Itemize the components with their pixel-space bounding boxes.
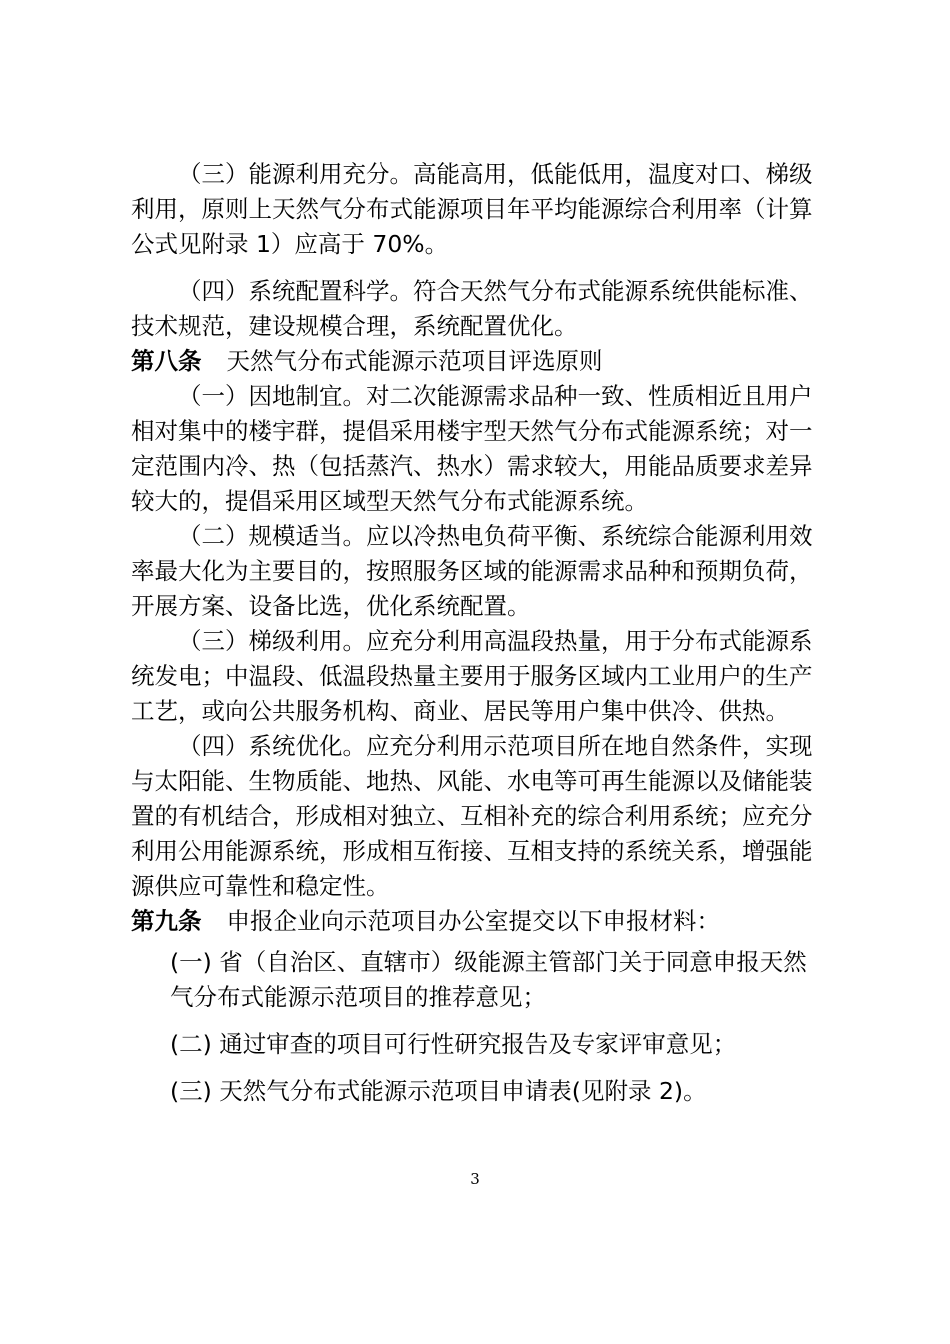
article9-heading	[131, 904, 821, 939]
article8-title: 天然气分布式能源示范项目评选原则	[226, 347, 603, 375]
article9-item3: (三) 天然气分布式能源示范项目申请表(见附录 2)。	[170, 1077, 707, 1105]
section7-item4: （四）系统配置科学。符合天然气分布式能源系统供能标准、技术规范，建设规模合理，系统配置优化。	[131, 277, 813, 340]
article9-title: 申报企业向示范项目办公室提交以下申报材料：	[226, 907, 720, 935]
section7-item3: （三）能源利用充分。高能高用，低能低用，温度对口、梯级利用，原则上天然气分布式能源项目年平均能源综合利用率（计算公式见附录 1）应高于 70%。	[131, 160, 813, 258]
article9-materials-list	[131, 945, 821, 1109]
document-body	[131, 157, 821, 1109]
article8-label: 第八条	[131, 347, 202, 375]
article8-item1: （一）因地制宜。对二次能源需求品种一致、性质相近且用户相对集中的楼宇群，提倡采用楼宇型天然气分布式能源系统；对一定范围内冷、热（包括蒸汽、热水）需求较大，用能品质要求差异较大的，提倡采用区域型天然气分布式能源系统。	[131, 382, 813, 515]
article8-item2: （二）规模适当。应以冷热电负荷平衡、系统综合能源利用效率最大化为主要目的，按照服务区域的能源需求品种和预期负荷，开展方案、设备比选，优化系统配置。	[131, 522, 813, 620]
article8-heading	[131, 344, 821, 379]
article9-item1: (一) 省（自治区、直辖市）级能源主管部门关于同意申报天然气分布式能源示范项目的推荐意见；	[170, 948, 807, 1011]
page-number: 3	[470, 1170, 480, 1188]
article9-item2: (二) 通过审查的项目可行性研究报告及专家评审意见；	[170, 1030, 737, 1058]
article8-item4: （四）系统优化。应充分利用示范项目所在地自然条件，实现与太阳能、生物质能、地热、风能、水电等可再生能源以及储能装置的有机结合，形成相对独立、互相补充的综合利用系统；应充分利用公用能源系统，形成相互衔接、互相支持的系统关系，增强能源供应可靠性和稳定性。	[131, 732, 813, 900]
article8-item3: （三）梯级利用。应充分利用高温段热量，用于分布式能源系统发电；中温段、低温段热量主要用于服务区域内工业用户的生产工艺，或向公共服务机构、商业、居民等用户集中供冷、供热。	[131, 627, 813, 725]
article9-label: 第九条	[131, 907, 202, 935]
